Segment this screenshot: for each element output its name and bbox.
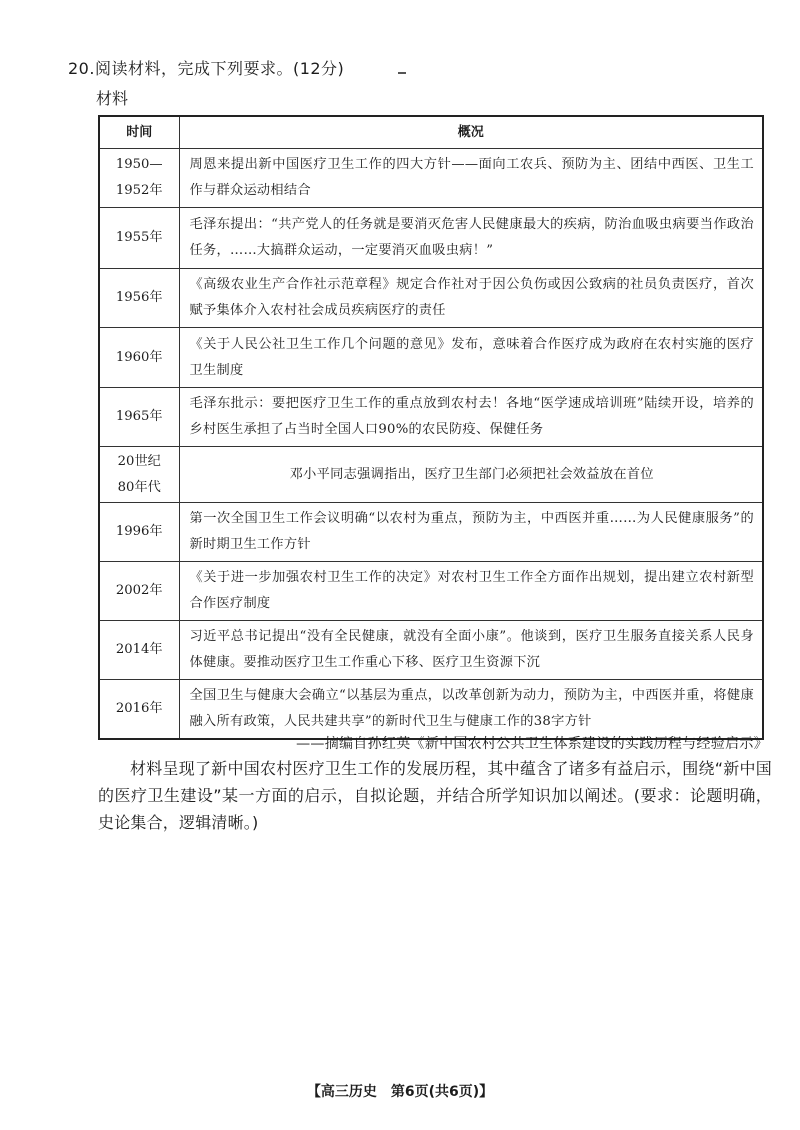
- row-time: 2002年: [99, 562, 179, 621]
- row-desc: 《关于人民公社卫生工作几个问题的意见》发布，意味着合作医疗成为政府在农村实施的医疗卫生制度: [179, 328, 763, 388]
- row-time: 1955年: [99, 208, 179, 269]
- table-row: [99, 621, 763, 680]
- row-time: 1960年: [99, 328, 179, 388]
- row-desc: 周恩来提出新中国医疗卫生工作的四大方针——面向工农兵、预防为主、团结中西医、卫生工作与群众运动相结合: [179, 149, 763, 208]
- row-time: 1956年: [99, 269, 179, 328]
- table-row: [99, 680, 763, 740]
- question-requirement: 材料呈现了新中国农村医疗卫生工作的发展历程，其中蕴含了诸多有益启示，围绕“新中国的医疗卫生建设”某一方面的启示，自拟论题，并结合所学知识加以阐述。(要求：论题明确，史论集合，逻辑清晰。): [98, 759, 772, 832]
- material-label: 材料: [96, 89, 129, 108]
- row-time: [99, 149, 179, 208]
- header-overview: 概况: [179, 116, 763, 149]
- source-citation: ——摘编自孙红英《新中国农村公共卫生体系建设的实践历程与经验启示》: [296, 736, 768, 752]
- row-desc: 第一次全国卫生工作会议明确“以农村为重点，预防为主，中西医并重……为人民健康服务”的新时期卫生工作方针: [179, 503, 763, 562]
- table-row: [99, 328, 763, 388]
- material-table: [98, 115, 764, 740]
- question-title: 20.阅读材料，完成下列要求。(12分): [68, 59, 345, 78]
- table-row: [99, 149, 763, 208]
- table-row: [99, 447, 763, 503]
- row-time-text: 20世纪 80年代: [117, 453, 161, 495]
- row-time: 2016年: [99, 680, 179, 740]
- table-row: [99, 503, 763, 562]
- row-time-text: 1950— 1952年: [115, 157, 163, 198]
- page-footer: 【高三历史 第6页(共6页)】: [306, 1084, 494, 1100]
- table-row: [99, 208, 763, 269]
- table-header-row: [99, 116, 763, 149]
- stray-mark: [398, 72, 406, 74]
- table-row: [99, 388, 763, 447]
- row-desc: 邓小平同志强调指出，医疗卫生部门必须把社会效益放在首位: [179, 447, 763, 503]
- row-desc: 毛泽东批示：要把医疗卫生工作的重点放到农村去！各地“医学速成培训班”陆续开设，培养的乡村医生承担了占当时全国人口90%的农民防疫、保健任务: [179, 388, 763, 447]
- row-time: [99, 447, 179, 503]
- header-time: 时间: [99, 116, 179, 149]
- table-row: [99, 562, 763, 621]
- row-time: 1996年: [99, 503, 179, 562]
- table-row: [99, 269, 763, 328]
- row-desc: 《关于进一步加强农村卫生工作的决定》对农村卫生工作全方面作出规划，提出建立农村新型合作医疗制度: [179, 562, 763, 621]
- row-desc: 《高级农业生产合作社示范章程》规定合作社对于因公负伤或因公致病的社员负责医疗，首次赋予集体介入农村社会成员疾病医疗的责任: [179, 269, 763, 328]
- row-desc: 习近平总书记提出“没有全民健康，就没有全面小康”。他谈到，医疗卫生服务直接关系人民身体健康。要推动医疗卫生工作重心下移、医疗卫生资源下沉: [179, 621, 763, 680]
- row-desc: 毛泽东提出：“共产党人的任务就是要消灭危害人民健康最大的疾病，防治血吸虫病要当作政治任务，……大搞群众运动，一定要消灭血吸虫病！”: [179, 208, 763, 269]
- row-time: 2014年: [99, 621, 179, 680]
- row-desc: 全国卫生与健康大会确立“以基层为重点，以改革创新为动力，预防为主，中西医并重，将健康融入所有政策，人民共建共享”的新时代卫生与健康工作的38字方针: [179, 680, 763, 740]
- row-time: 1965年: [99, 388, 179, 447]
